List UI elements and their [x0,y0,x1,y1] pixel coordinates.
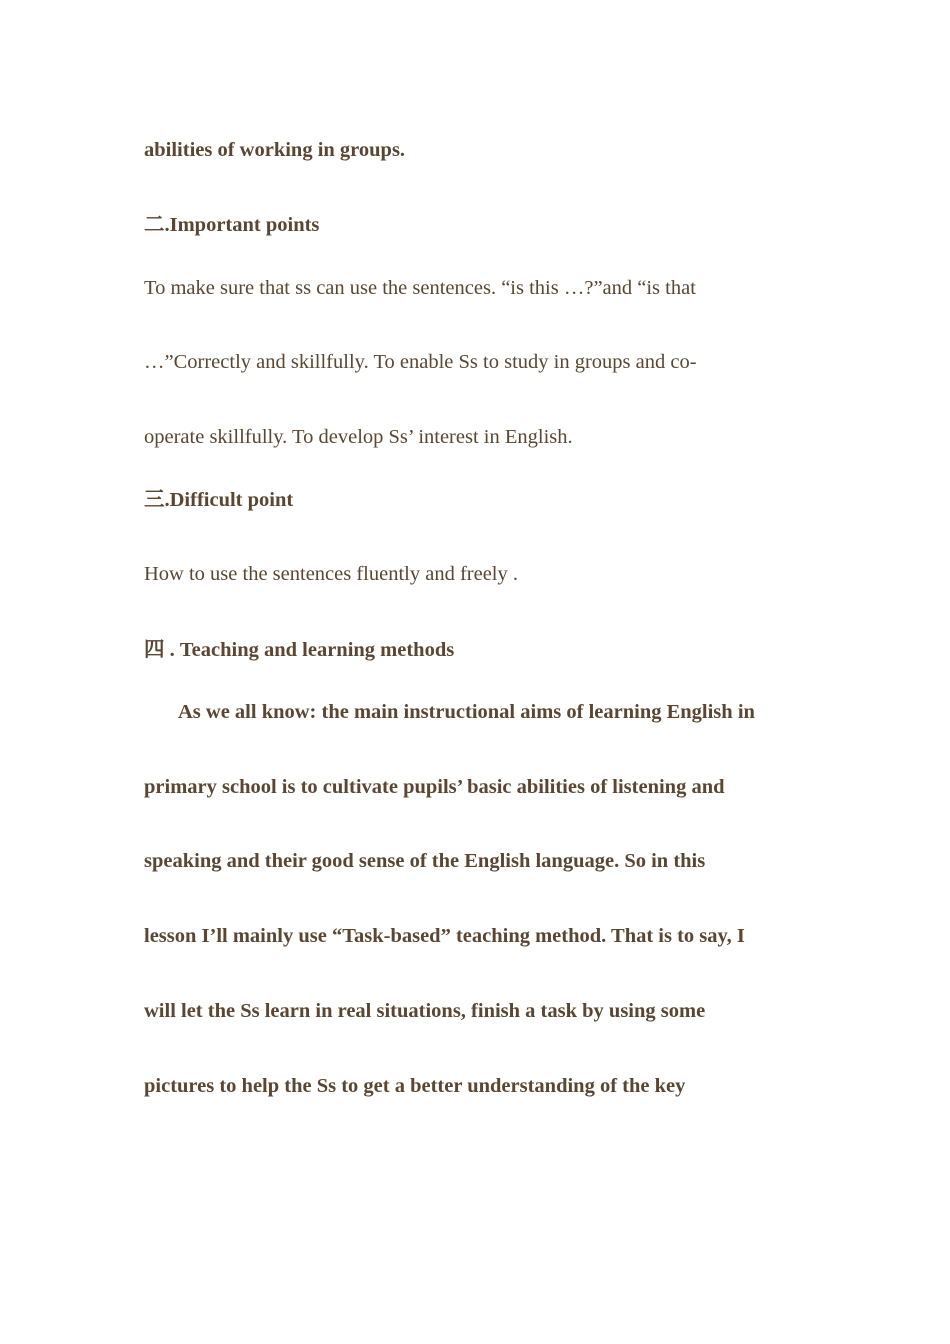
body-text-line: …”Correctly and skillfully. To enable Ss to study in groups and co- [144,351,697,373]
body-text-line: As we all know: the main instructional aims of learning English in [178,701,755,723]
section-heading-important-points: 二.Important points [144,214,320,236]
body-text-line: will let the Ss learn in real situations, finish a task by using some [144,1000,706,1022]
body-text-line: speaking and their good sense of the English language. So in this [144,850,706,872]
body-text-line: primary school is to cultivate pupils’ basic abilities of listening and [144,776,725,798]
body-text-line: How to use the sentences fluently and freely . [144,563,519,585]
body-text-line: pictures to help the Ss to get a better understanding of the key [144,1075,686,1097]
body-text-line: To make sure that ss can use the sentences. “is this …?”and “is that [144,277,696,299]
section-heading-teaching-methods: 四 . Teaching and learning methods [144,639,455,661]
section-heading-difficult-point: 三.Difficult point [144,489,294,511]
body-text-line: lesson I’ll mainly use “Task-based” teaching method. That is to say, I [144,925,745,947]
body-text-line: operate skillfully. To develop Ss’ interest in English. [144,426,573,448]
body-text-line: abilities of working in groups. [144,139,406,161]
